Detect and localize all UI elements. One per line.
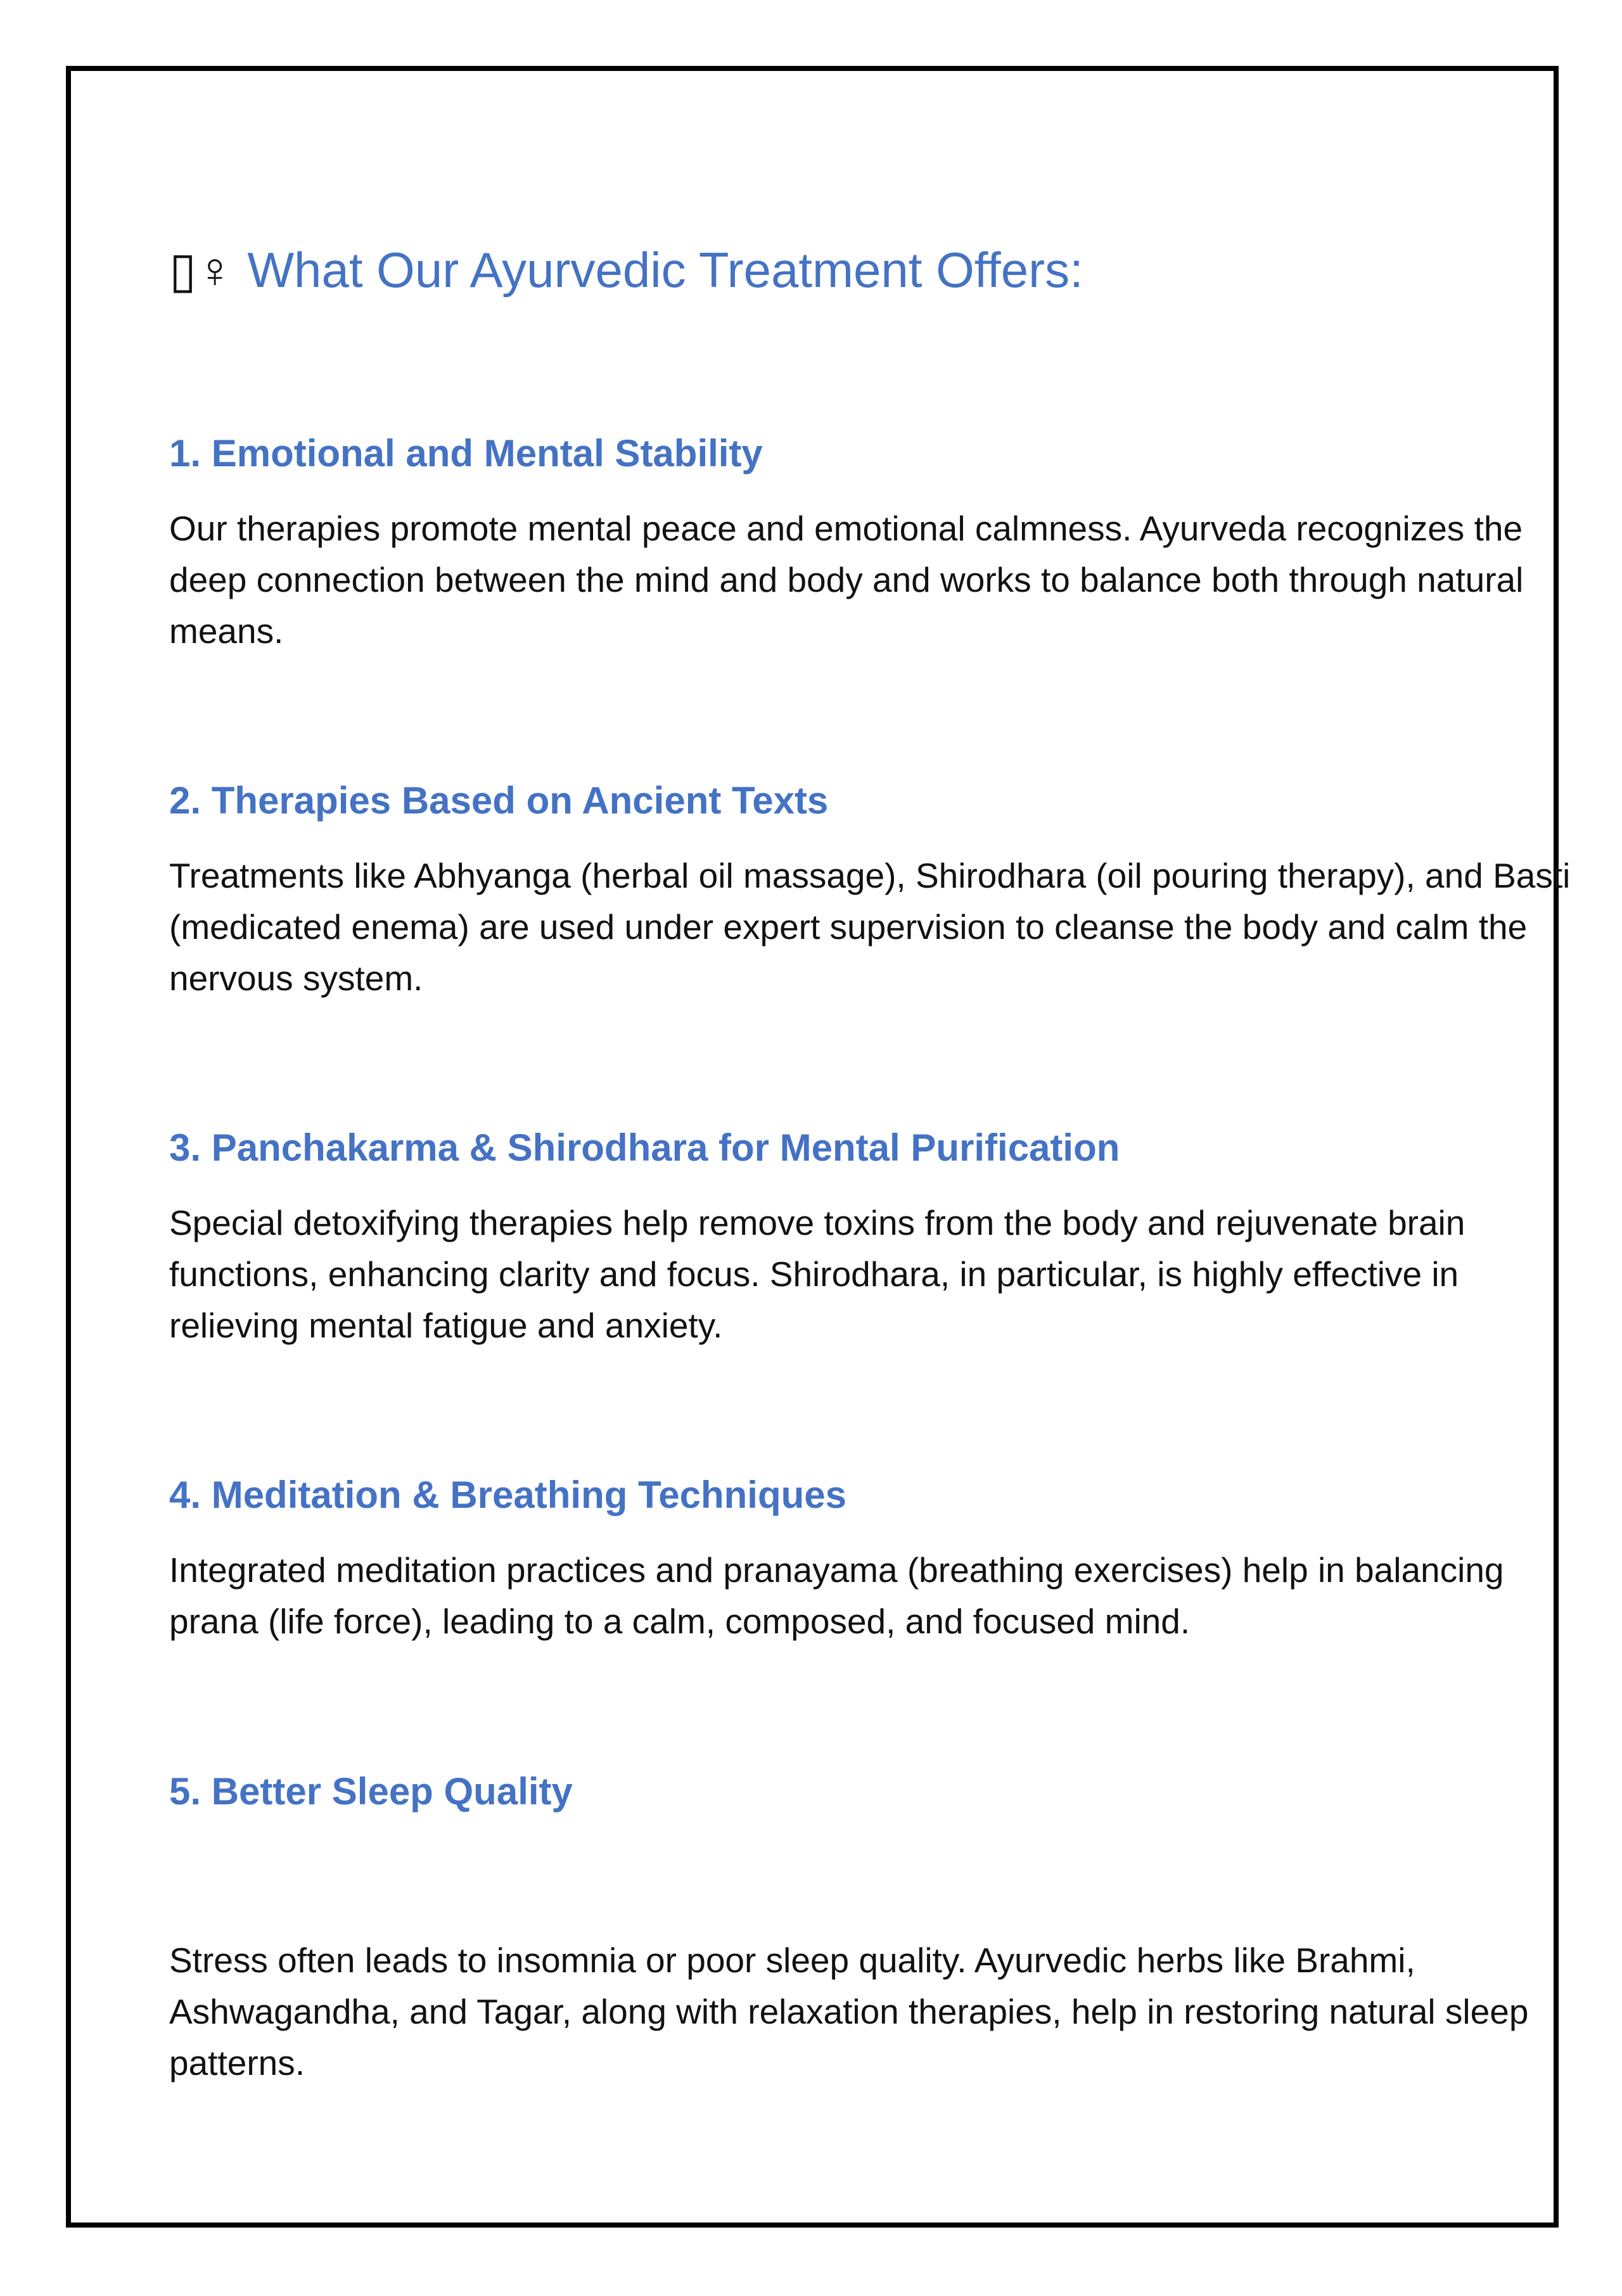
document-title-text: What Our Ayurvedic Treatment Offers: (247, 242, 1083, 298)
section-body: Stress often leads to insomnia or poor sleep quality. Ayurvedic herbs like Brahmi, Ashwagandha, and Tagar, along with relaxation therapies, help in restoring natural sleep patterns. (169, 1941, 1529, 2082)
section-heading: 3. Panchakarma & Shirodhara for Mental Purification (169, 1126, 1120, 1169)
section-heading: 5. Better Sleep Quality (169, 1770, 573, 1813)
section-heading: 2. Therapies Based on Ancient Texts (169, 779, 829, 822)
section-meditation (169, 1472, 1582, 1647)
document-title (169, 241, 1083, 300)
section-body: Special detoxifying therapies help remove toxins from the body and rejuvenate brain functions, enhancing clarity and focus. Shirodhara, in particular, is highly effective in relieving mental fatigue and anxiety. (169, 1203, 1466, 1345)
section-heading: 4. Meditation & Breathing Techniques (169, 1474, 846, 1516)
section-panchakarma (169, 1125, 1582, 1351)
section-sleep-quality (169, 1769, 1582, 2089)
section-body: Treatments like Abhyanga (herbal oil massage), Shirodhara (oil pouring therapy), and Basti (medicated enema) are used under expert supervision to cleanse the body and calm the nervous system. (169, 856, 1571, 998)
section-body: Integrated meditation practices and pranayama (breathing exercises) help in balancing prana (life force), leading to a calm, composed, and focused mind. (169, 1550, 1504, 1641)
section-emotional-stability (169, 431, 1582, 657)
section-heading: 1. Emotional and Mental Stability (169, 432, 763, 475)
page-border (66, 66, 1571, 2228)
section-body: Our therapies promote mental peace and emotional calmness. Ayurveda recognizes the deep connection between the mind and body and works to balance both through natural means. (169, 509, 1524, 651)
section-ancient-texts (169, 778, 1582, 1004)
woman-symbol-icon: ▯♀ (169, 242, 234, 298)
